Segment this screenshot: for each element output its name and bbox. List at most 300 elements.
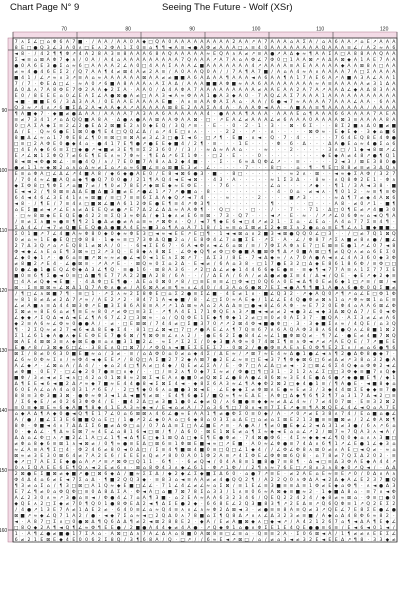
svg-text:◆: ◆	[46, 280, 50, 285]
svg-text:Q: Q	[379, 51, 383, 57]
svg-text:≈: ≈	[289, 172, 293, 177]
svg-text:⊠: ⊠	[302, 358, 306, 363]
svg-text:A: A	[162, 51, 166, 57]
svg-text:●: ●	[59, 334, 63, 339]
svg-text:∠: ∠	[193, 285, 197, 291]
svg-text:8: 8	[111, 447, 114, 453]
svg-text:¶: ¶	[264, 423, 267, 429]
svg-text:◆: ◆	[194, 418, 198, 423]
svg-text:Q: Q	[174, 435, 178, 441]
svg-text:0: 0	[181, 453, 184, 459]
svg-text:≈: ≈	[366, 190, 370, 195]
svg-text:⊠: ⊠	[283, 232, 287, 237]
svg-text:∠: ∠	[78, 345, 82, 351]
svg-text:Ε: Ε	[47, 459, 50, 465]
svg-text:/: /	[380, 237, 382, 243]
svg-text:·: ·	[291, 166, 292, 171]
svg-text:Φ: Φ	[302, 477, 306, 483]
svg-text:·: ·	[227, 136, 228, 141]
svg-text:A: A	[181, 39, 185, 45]
svg-text:≈: ≈	[238, 82, 242, 87]
svg-text:□: □	[20, 214, 24, 219]
svg-text:Q: Q	[130, 129, 134, 135]
svg-text:⌂: ⌂	[60, 310, 63, 315]
svg-text:□: □	[251, 418, 255, 423]
svg-text:◆: ◆	[296, 424, 300, 429]
svg-text:¶: ¶	[168, 459, 171, 465]
svg-text:·: ·	[131, 298, 132, 303]
svg-text:A: A	[360, 303, 364, 309]
svg-text:·: ·	[329, 220, 330, 225]
svg-text:Φ: Φ	[85, 231, 89, 237]
svg-text:⊠: ⊠	[40, 286, 44, 291]
svg-text:A: A	[232, 339, 236, 345]
svg-text:4: 4	[40, 117, 43, 123]
svg-text:⌂: ⌂	[181, 238, 184, 243]
svg-text:⊠: ⊠	[21, 310, 25, 315]
svg-text:■: ■	[225, 340, 229, 345]
svg-text:2: 2	[28, 495, 31, 501]
svg-text:≡: ≡	[328, 460, 332, 465]
svg-text:A: A	[200, 45, 204, 51]
svg-text:≡: ≡	[85, 490, 89, 495]
svg-text:⊠: ⊠	[181, 490, 185, 495]
svg-text:/: /	[111, 39, 113, 45]
svg-text:6: 6	[328, 363, 331, 369]
svg-text:2: 2	[309, 519, 312, 525]
svg-text:Σ: Σ	[117, 327, 120, 333]
svg-text:◄: ◄	[258, 322, 262, 327]
svg-text:∧: ∧	[85, 466, 88, 471]
svg-text:8: 8	[124, 51, 127, 57]
svg-text:E: E	[354, 381, 357, 387]
svg-text:≠: ≠	[283, 364, 287, 369]
svg-text:∠: ∠	[46, 177, 50, 183]
svg-text:⌂: ⌂	[66, 166, 69, 171]
svg-text:■: ■	[136, 340, 140, 345]
svg-text:0: 0	[149, 423, 152, 429]
svg-text:≈: ≈	[136, 406, 140, 411]
svg-text:Q: Q	[162, 345, 166, 351]
svg-text:0: 0	[392, 249, 395, 255]
svg-text:·: ·	[271, 112, 272, 117]
svg-text:Φ: Φ	[354, 297, 358, 303]
svg-text:≠: ≠	[174, 322, 178, 327]
svg-text:■: ■	[366, 370, 370, 375]
svg-text:Δ: Δ	[130, 435, 134, 441]
svg-text:Δ: Δ	[72, 189, 76, 195]
svg-text:Q: Q	[328, 315, 332, 321]
svg-text:≡: ≡	[373, 496, 377, 501]
svg-text:6: 6	[392, 195, 395, 201]
svg-text:⌂: ⌂	[392, 382, 395, 387]
svg-text:8: 8	[360, 507, 363, 513]
svg-text:□: □	[385, 394, 389, 399]
svg-text:8: 8	[284, 507, 287, 513]
svg-text:◆: ◆	[386, 274, 390, 279]
svg-text:Δ: Δ	[386, 465, 390, 471]
svg-text:Δ: Δ	[290, 393, 294, 399]
svg-text:∠: ∠	[373, 315, 377, 321]
svg-text:3: 3	[130, 405, 133, 411]
svg-text:Q: Q	[162, 177, 166, 183]
svg-text:A: A	[360, 183, 364, 189]
svg-text:/: /	[28, 375, 30, 381]
svg-text:◄: ◄	[46, 376, 50, 381]
svg-text:⊠: ⊠	[155, 442, 159, 447]
svg-text:0: 0	[40, 495, 43, 501]
svg-text:Ε: Ε	[213, 327, 216, 333]
svg-text:A: A	[136, 111, 140, 117]
svg-text:A: A	[162, 297, 166, 303]
svg-text:∠: ∠	[193, 399, 197, 405]
svg-text:∧: ∧	[322, 328, 325, 333]
svg-text:⌂: ⌂	[66, 64, 69, 69]
svg-text:7: 7	[136, 345, 139, 351]
svg-text:∧: ∧	[258, 520, 261, 525]
svg-text:≡: ≡	[289, 268, 293, 273]
svg-text:0: 0	[168, 39, 171, 45]
svg-text:≡: ≡	[270, 508, 274, 513]
svg-text:∧: ∧	[21, 466, 24, 471]
svg-text:8: 8	[194, 513, 197, 519]
svg-text:4: 4	[124, 327, 127, 333]
svg-text:¶: ¶	[271, 201, 274, 207]
svg-text:6: 6	[53, 309, 56, 315]
svg-text:⌂: ⌂	[386, 142, 389, 147]
svg-text:4: 4	[60, 387, 63, 393]
svg-text:∠: ∠	[155, 207, 159, 213]
svg-text:0: 0	[373, 255, 376, 261]
svg-text:□: □	[232, 448, 236, 453]
svg-text:∠: ∠	[40, 429, 44, 435]
svg-text:↗: ↗	[347, 298, 351, 303]
svg-text:0: 0	[72, 519, 75, 525]
svg-text:E: E	[40, 63, 43, 69]
svg-text:7: 7	[380, 267, 383, 273]
svg-text:8: 8	[207, 225, 210, 231]
svg-text:·: ·	[214, 202, 215, 207]
svg-text:/: /	[111, 243, 113, 249]
svg-text:≈: ≈	[53, 76, 57, 81]
svg-text:≠: ≠	[53, 328, 57, 333]
svg-text:≠: ≠	[309, 508, 313, 513]
svg-text:A: A	[271, 393, 275, 399]
svg-text:6: 6	[277, 327, 280, 333]
svg-text:4: 4	[149, 63, 152, 69]
svg-text:≈: ≈	[174, 184, 178, 189]
svg-text:E: E	[290, 423, 293, 429]
svg-text:/: /	[99, 495, 101, 501]
svg-text:7: 7	[245, 165, 248, 171]
svg-text:2: 2	[136, 273, 139, 279]
svg-text:6: 6	[328, 519, 331, 525]
svg-text:Δ: Δ	[162, 501, 166, 507]
svg-text:/: /	[265, 447, 267, 453]
svg-text:↗: ↗	[257, 220, 261, 225]
svg-text:⊠: ⊠	[142, 316, 146, 321]
svg-text:7: 7	[271, 405, 274, 411]
svg-text:Ε: Ε	[354, 333, 357, 339]
svg-text:Φ: Φ	[226, 435, 230, 441]
svg-text:⊠: ⊠	[155, 184, 159, 189]
svg-text:Δ: Δ	[226, 507, 230, 513]
svg-text:■: ■	[104, 382, 108, 387]
svg-text:4: 4	[245, 321, 248, 327]
svg-text:A: A	[27, 519, 31, 525]
svg-text:¶: ¶	[98, 519, 101, 525]
svg-text:1: 1	[194, 309, 197, 315]
svg-text:■: ■	[174, 76, 178, 81]
svg-text:7: 7	[40, 519, 43, 525]
svg-text:·: ·	[265, 190, 266, 195]
svg-text:6: 6	[47, 147, 50, 153]
svg-text:A: A	[155, 99, 159, 105]
svg-text:□: □	[206, 118, 210, 123]
svg-text:/: /	[291, 519, 293, 525]
svg-text:3: 3	[60, 45, 63, 51]
svg-text:Φ: Φ	[206, 237, 210, 243]
svg-text:4: 4	[335, 327, 338, 333]
svg-text:≡: ≡	[238, 304, 242, 309]
svg-text:4: 4	[162, 465, 165, 471]
svg-text:■: ■	[72, 226, 76, 231]
svg-text:·: ·	[284, 160, 285, 165]
svg-text:□: □	[129, 388, 133, 393]
svg-text:A: A	[322, 63, 326, 69]
svg-text:E: E	[226, 387, 229, 393]
svg-text:A: A	[303, 471, 307, 477]
svg-text:3: 3	[60, 417, 63, 423]
svg-text:3: 3	[21, 483, 24, 489]
svg-text:A: A	[104, 63, 108, 69]
svg-text:E: E	[124, 483, 127, 489]
svg-text:⊠: ⊠	[97, 472, 101, 477]
svg-text:·: ·	[47, 112, 48, 117]
svg-text:1: 1	[277, 177, 280, 183]
svg-text:¶: ¶	[213, 219, 216, 225]
svg-text:●: ●	[251, 304, 255, 309]
svg-text:A: A	[392, 87, 396, 93]
svg-text:0: 0	[232, 345, 235, 351]
svg-text:¶: ¶	[60, 483, 63, 489]
svg-text:A: A	[175, 87, 179, 93]
svg-text:2: 2	[130, 525, 133, 531]
svg-text:2: 2	[232, 495, 235, 501]
svg-text:E: E	[226, 357, 229, 363]
svg-text:·: ·	[124, 262, 125, 267]
svg-text:A: A	[136, 75, 140, 81]
svg-text:A: A	[226, 111, 230, 117]
svg-text:2: 2	[149, 69, 152, 75]
svg-text:·: ·	[271, 190, 272, 195]
svg-text:3: 3	[220, 255, 223, 261]
svg-text:Δ: Δ	[85, 507, 89, 513]
svg-text:·: ·	[246, 202, 247, 207]
svg-text:/: /	[259, 423, 261, 429]
svg-text:∠: ∠	[366, 243, 370, 249]
svg-text:Φ: Φ	[219, 249, 223, 255]
svg-text:■: ■	[65, 280, 69, 285]
svg-text:E: E	[130, 207, 133, 213]
svg-text:∧: ∧	[251, 514, 254, 519]
svg-text:7: 7	[53, 369, 56, 375]
svg-text:□: □	[276, 166, 280, 171]
svg-text:6: 6	[53, 147, 56, 153]
svg-text:7: 7	[239, 327, 242, 333]
svg-text:A: A	[309, 93, 313, 99]
svg-text:●: ●	[14, 64, 18, 69]
svg-text:⊠: ⊠	[225, 430, 229, 435]
svg-text:2: 2	[290, 291, 293, 297]
svg-text:≈: ≈	[328, 472, 332, 477]
svg-text:A: A	[258, 75, 262, 81]
svg-text:A: A	[219, 81, 223, 87]
svg-text:·: ·	[239, 208, 240, 213]
svg-text:8: 8	[156, 51, 159, 57]
svg-text:·: ·	[323, 184, 324, 189]
svg-text:¶: ¶	[149, 495, 152, 501]
svg-text:∠: ∠	[97, 267, 101, 273]
svg-text:8: 8	[373, 87, 376, 93]
svg-text:0: 0	[258, 279, 261, 285]
svg-text:◄: ◄	[149, 520, 153, 525]
svg-text:7: 7	[117, 513, 120, 519]
svg-text:A: A	[226, 261, 230, 267]
svg-text:⊠: ⊠	[315, 364, 319, 369]
svg-text:◄: ◄	[386, 526, 390, 531]
svg-text:↗: ↗	[245, 514, 249, 519]
svg-text:·: ·	[303, 166, 304, 171]
svg-text:Ε: Ε	[104, 465, 107, 471]
svg-text:·: ·	[393, 514, 394, 519]
svg-text:¶: ¶	[322, 333, 325, 339]
svg-text:■: ■	[264, 232, 268, 237]
svg-text:≠: ≠	[193, 166, 197, 171]
svg-text:□: □	[78, 274, 82, 279]
svg-text:4: 4	[245, 267, 248, 273]
svg-text:≡: ≡	[251, 400, 255, 405]
svg-text:≡: ≡	[296, 508, 300, 513]
svg-text:∧: ∧	[181, 334, 184, 339]
svg-text:⊠: ⊠	[296, 334, 300, 339]
column-number: 90	[189, 27, 195, 33]
svg-text:Σ: Σ	[28, 285, 31, 291]
svg-text:≠: ≠	[213, 250, 217, 255]
svg-text:·: ·	[233, 190, 234, 195]
svg-text:◄: ◄	[98, 148, 102, 153]
svg-text:A: A	[283, 45, 287, 51]
svg-text:A: A	[283, 81, 287, 87]
svg-text:A: A	[315, 63, 319, 69]
svg-text:■: ■	[52, 394, 56, 399]
svg-text:⊠: ⊠	[257, 286, 261, 291]
svg-text:3: 3	[47, 63, 50, 69]
svg-text:6: 6	[162, 441, 165, 447]
svg-text:8: 8	[21, 393, 24, 399]
svg-text:◄: ◄	[85, 328, 89, 333]
svg-text:Q: Q	[162, 237, 166, 243]
svg-text:0: 0	[111, 183, 114, 189]
svg-text:∠: ∠	[270, 297, 274, 303]
svg-text:2: 2	[98, 465, 101, 471]
svg-text:Σ: Σ	[239, 411, 242, 417]
svg-text:⊠: ⊠	[315, 250, 319, 255]
svg-text:·: ·	[99, 292, 100, 297]
svg-text:1: 1	[156, 255, 159, 261]
svg-text:·: ·	[259, 130, 260, 135]
svg-text:●: ●	[334, 286, 338, 291]
svg-text:2: 2	[124, 387, 127, 393]
svg-text:·: ·	[316, 490, 317, 495]
svg-text:≈: ≈	[264, 490, 268, 495]
svg-text:≡: ≡	[155, 478, 159, 483]
svg-text:◆: ◆	[66, 472, 70, 477]
svg-text:0: 0	[130, 39, 133, 45]
svg-text:0: 0	[232, 123, 235, 129]
svg-text:·: ·	[303, 148, 304, 153]
svg-text:≡: ≡	[225, 454, 229, 459]
svg-text:Φ: Φ	[360, 351, 364, 357]
svg-text:4: 4	[252, 219, 255, 225]
svg-text:6: 6	[162, 411, 165, 417]
svg-text:◆: ◆	[366, 196, 370, 201]
svg-text:◄: ◄	[238, 220, 242, 225]
svg-text:■: ■	[276, 484, 280, 489]
svg-text:⌂: ⌂	[290, 430, 293, 435]
svg-text:·: ·	[246, 196, 247, 201]
svg-text:⊠: ⊠	[232, 508, 236, 513]
svg-text:∠: ∠	[277, 93, 281, 99]
svg-text:E: E	[303, 525, 306, 531]
svg-text:0: 0	[252, 339, 255, 345]
svg-text:E: E	[354, 339, 357, 345]
svg-text:∠: ∠	[353, 45, 357, 51]
svg-text:⌂: ⌂	[194, 190, 197, 195]
svg-text:A: A	[200, 105, 204, 111]
svg-text:Σ: Σ	[168, 249, 171, 255]
svg-text:E: E	[72, 429, 75, 435]
svg-text:7: 7	[264, 285, 267, 291]
svg-text:Ε: Ε	[28, 339, 31, 345]
svg-text:A: A	[379, 69, 383, 75]
svg-text:⌂: ⌂	[354, 304, 357, 309]
svg-text:Δ: Δ	[162, 153, 166, 159]
svg-text:■: ■	[385, 130, 389, 135]
svg-text:A: A	[187, 525, 191, 531]
svg-text:A: A	[66, 45, 70, 51]
svg-text:Φ: Φ	[123, 459, 127, 465]
svg-text:◆: ◆	[78, 178, 82, 183]
svg-text:◄: ◄	[130, 394, 134, 399]
svg-text:6: 6	[290, 453, 293, 459]
svg-text:·: ·	[246, 184, 247, 189]
svg-text:A: A	[149, 273, 153, 279]
svg-text:7: 7	[264, 243, 267, 249]
svg-text:Q: Q	[187, 57, 191, 63]
svg-text:≠: ≠	[161, 286, 165, 291]
svg-text:●: ●	[46, 268, 50, 273]
svg-text:≡: ≡	[187, 478, 191, 483]
svg-text:·: ·	[201, 118, 202, 123]
svg-text:·: ·	[297, 124, 298, 129]
svg-text:A: A	[309, 45, 313, 51]
svg-text:E: E	[124, 123, 127, 129]
svg-text:≈: ≈	[123, 232, 127, 237]
svg-text:⊠: ⊠	[283, 418, 287, 423]
svg-text:¶: ¶	[277, 501, 280, 507]
svg-text:·: ·	[60, 262, 61, 267]
